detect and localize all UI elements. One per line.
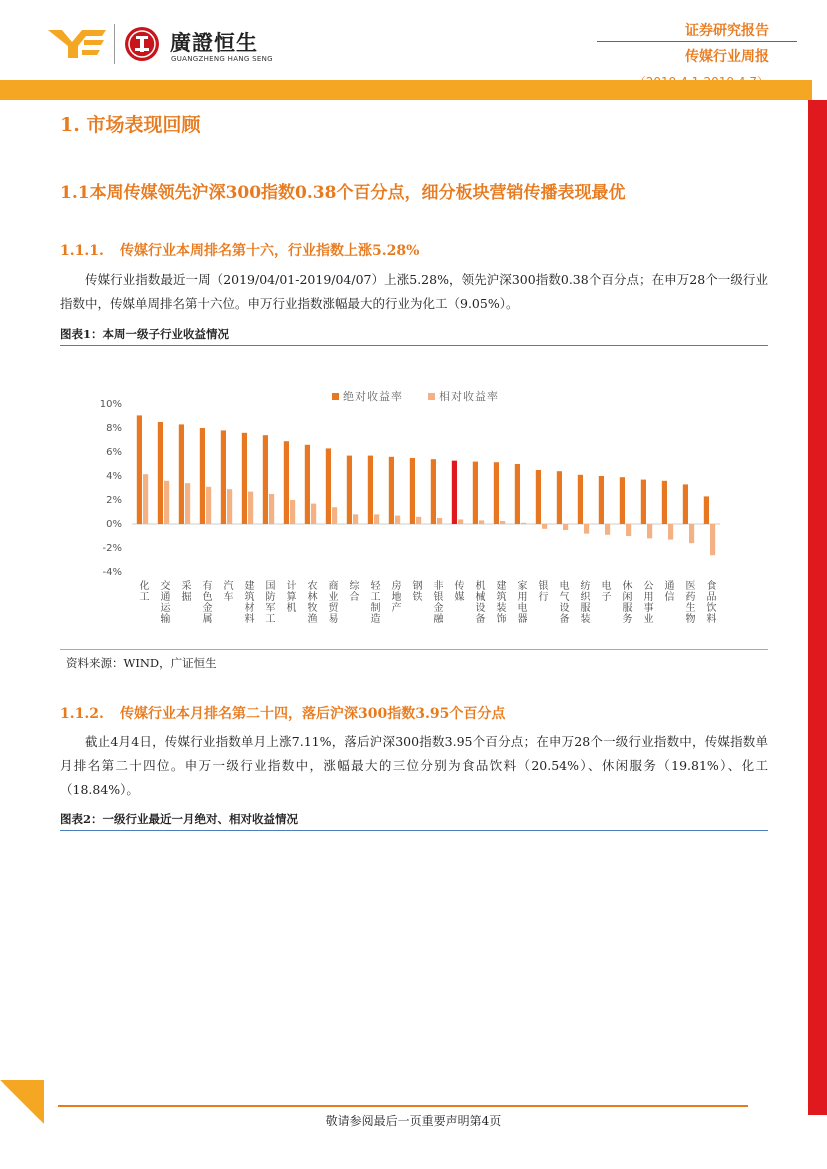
category-label: 非银金融 xyxy=(431,580,442,624)
category-label: 有色金属 xyxy=(200,580,211,624)
category-label: 计算机 xyxy=(284,580,295,613)
bar-absolute-return xyxy=(179,424,184,524)
category-label: 公用事业 xyxy=(641,580,652,624)
category-label: 电气设备 xyxy=(557,580,568,624)
header-rule xyxy=(597,41,797,42)
category-label: 交通运输 xyxy=(158,580,169,624)
bar-relative-return xyxy=(416,517,421,524)
bar-relative-return xyxy=(143,474,148,524)
figure-2-caption: 图表2：一级行业最近一月绝对、相对收益情况 xyxy=(60,812,298,826)
bar-absolute-return xyxy=(662,481,667,524)
category-label: 休闲服务 xyxy=(620,580,631,624)
legend-swatch xyxy=(428,393,435,400)
bar-absolute-return xyxy=(536,470,541,524)
category-label: 钢铁 xyxy=(410,580,421,602)
bar-relative-return xyxy=(290,500,295,524)
category-label: 建筑材料 xyxy=(242,580,253,624)
subsection-number: 1.1.2. xyxy=(60,706,104,722)
figure-1-bar-chart xyxy=(60,348,768,648)
category-label: 银行 xyxy=(536,580,547,602)
figure-2-top-rule xyxy=(60,830,768,831)
bar-absolute-return xyxy=(431,459,436,524)
bar-relative-return xyxy=(479,520,484,524)
header-band xyxy=(0,80,812,100)
bar-absolute-return xyxy=(347,456,352,524)
section-heading: 1. 市场表现回顾 xyxy=(60,114,201,136)
bar-absolute-return xyxy=(704,496,709,524)
bar-absolute-return xyxy=(683,484,688,524)
footer-disclaimer: 敬请参阅最后一页重要声明第4页 xyxy=(325,1114,502,1128)
bar-absolute-return xyxy=(305,445,310,524)
side-accent-bar xyxy=(808,100,827,1115)
company-logo-icon xyxy=(48,26,106,62)
bar-absolute-return xyxy=(389,457,394,524)
bar-relative-return xyxy=(353,514,358,524)
bar-absolute-return xyxy=(620,477,625,524)
bar-absolute-return xyxy=(284,441,289,524)
bar-relative-return xyxy=(710,524,715,555)
report-subtitle: 传媒行业周报 xyxy=(685,49,769,65)
logo-divider xyxy=(114,24,115,64)
category-label: 建筑装饰 xyxy=(494,580,505,624)
bar-absolute-return xyxy=(326,448,331,524)
bar-relative-return xyxy=(395,516,400,524)
bar-relative-return xyxy=(269,494,274,524)
bar-absolute-return xyxy=(200,428,205,524)
category-label: 综合 xyxy=(347,580,358,602)
bar-relative-return xyxy=(542,524,547,529)
bar-absolute-return xyxy=(368,456,373,524)
category-label: 房地产 xyxy=(389,580,400,613)
bar-relative-return xyxy=(227,489,232,524)
category-label: 食品饮料 xyxy=(704,580,715,624)
bar-relative-return xyxy=(185,483,190,524)
category-label: 传媒 xyxy=(452,580,463,602)
bar-relative-return xyxy=(626,524,631,536)
bar-absolute-return xyxy=(410,458,415,524)
bar-absolute-return xyxy=(137,415,142,524)
subsection-1-1-2-heading xyxy=(60,703,505,723)
y-tick-label: -2% xyxy=(102,543,122,554)
bar-absolute-return xyxy=(578,475,583,524)
bar-relative-return xyxy=(458,519,463,524)
y-tick-label: 4% xyxy=(106,471,122,482)
subsection-heading: 1.1本周传媒领先沪深300指数0.38个百分点，细分板块营销传播表现最优 xyxy=(60,183,626,203)
legend-label: 相对收益率 xyxy=(439,390,499,403)
bar-absolute-return xyxy=(641,480,646,524)
bar-absolute-return xyxy=(515,464,520,524)
bar-absolute-return xyxy=(599,476,604,524)
paragraph-weekly: 传媒行业指数最近一周（2019/04/01-2019/04/07）上涨5.28%，领先沪深300指数0.38个百分点；在申万28个一级行业指数中，传媒单周排名第十六位。申万行业指数涨幅最大的行业为化工（9.05%）。 xyxy=(60,272,768,311)
bar-absolute-return xyxy=(557,471,562,524)
company-name-cn: 廣證恒生 xyxy=(170,31,258,55)
bar-relative-return xyxy=(521,523,526,524)
subsection-number: 1.1.1. xyxy=(60,243,104,259)
y-tick-label: -4% xyxy=(102,567,122,578)
category-label: 家用电器 xyxy=(515,580,526,624)
bar-relative-return xyxy=(668,524,673,540)
y-tick-label: 8% xyxy=(106,423,122,434)
category-label: 通信 xyxy=(662,580,673,602)
category-label: 轻工制造 xyxy=(368,580,379,624)
figure-1-source: 资料来源：WIND，广证恒生 xyxy=(66,656,217,670)
category-label: 机械设备 xyxy=(473,580,484,624)
bar-relative-return xyxy=(605,524,610,535)
figure-1-caption: 图表1：本周一级子行业收益情况 xyxy=(60,327,229,341)
figure-1-bottom-rule xyxy=(60,649,768,650)
figure-1-top-rule xyxy=(60,345,768,346)
bar-absolute-return xyxy=(263,435,268,524)
category-label: 医药生物 xyxy=(683,580,694,624)
subsection-title: 传媒行业本月排名第二十四，落后沪深300指数3.95个百分点 xyxy=(120,706,506,722)
category-label: 纺织服装 xyxy=(578,580,589,624)
report-type: 证券研究报告 xyxy=(685,23,769,39)
bar-relative-return xyxy=(248,492,253,524)
bar-absolute-return xyxy=(242,433,247,524)
category-label: 农林牧渔 xyxy=(305,580,316,624)
bar-absolute-return xyxy=(221,430,226,524)
bar-relative-return xyxy=(311,504,316,524)
y-tick-label: 6% xyxy=(106,447,122,458)
footer-rule xyxy=(58,1105,748,1107)
bar-absolute-return xyxy=(158,422,163,524)
y-tick-label: 10% xyxy=(99,399,122,410)
category-label: 采掘 xyxy=(179,580,190,602)
bar-relative-return xyxy=(563,524,568,530)
bar-relative-return xyxy=(500,521,505,524)
bar-relative-return xyxy=(647,524,652,538)
legend-swatch xyxy=(332,393,339,400)
subsection-title: 传媒行业本周排名第十六，行业指数上涨5.28% xyxy=(120,243,420,259)
category-label: 汽车 xyxy=(221,580,232,602)
category-label: 电子 xyxy=(599,580,610,602)
paragraph-monthly: 截止4月4日，传媒行业指数单月上涨7.11%，落后沪深300指数3.95个百分点；在申万28个一级行业指数中，传媒指数单月排名第二十四位。申万一级行业指数中，涨幅最大的三位分别为食品饮料（20.54%）、休闲服务（19.81%）、化工（18.84%）。 xyxy=(60,734,768,797)
legend-label: 绝对收益率 xyxy=(343,390,403,403)
bar-absolute-return xyxy=(494,462,499,524)
company-seal-icon xyxy=(124,26,160,62)
y-tick-label: 2% xyxy=(106,495,122,506)
bar-relative-return xyxy=(206,487,211,524)
company-name-en: GUANGZHENG HANG SENG xyxy=(171,55,273,63)
header-band-corner xyxy=(790,80,812,100)
bar-relative-return xyxy=(374,514,379,524)
category-label: 商业贸易 xyxy=(326,580,337,624)
bar-relative-return xyxy=(584,524,589,534)
category-label: 国防军工 xyxy=(263,580,274,624)
bar-relative-return xyxy=(164,481,169,524)
category-label: 化工 xyxy=(137,580,148,602)
bar-relative-return xyxy=(689,524,694,543)
subsection-1-1-1-heading xyxy=(60,240,419,260)
bar-absolute-return xyxy=(473,462,478,524)
bar-absolute-return xyxy=(452,461,457,524)
y-tick-label: 0% xyxy=(106,519,122,530)
bar-relative-return xyxy=(437,518,442,524)
bar-relative-return xyxy=(332,507,337,524)
